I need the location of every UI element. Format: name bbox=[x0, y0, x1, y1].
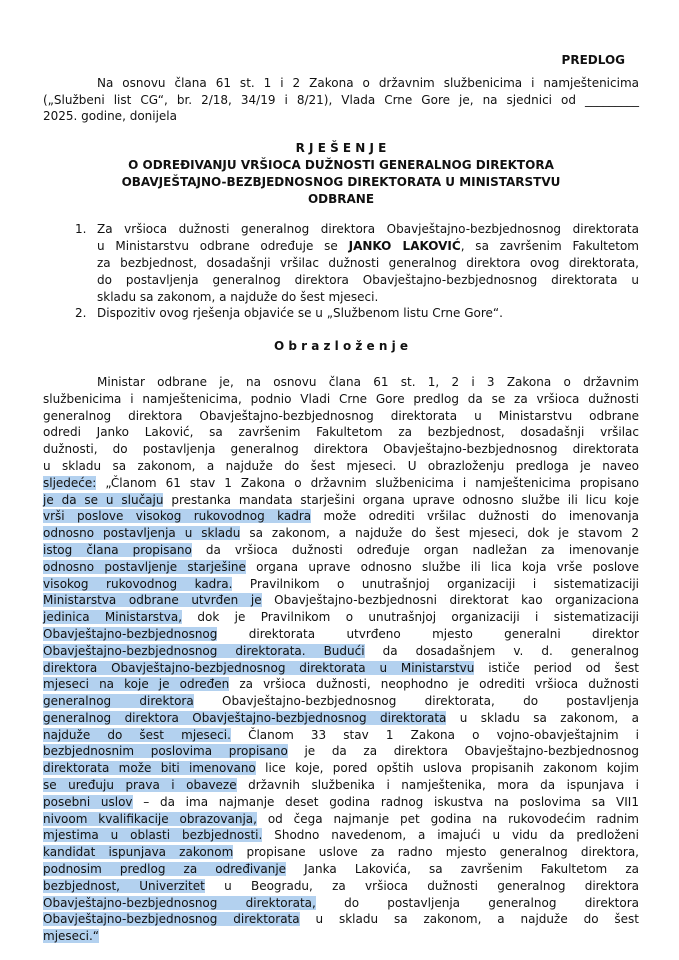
text-line bbox=[43, 693, 639, 710]
text-line bbox=[43, 777, 639, 794]
text-run: („Službeni list CG“, br. 2/18, 34/19 i 8/21), Vlada Crne Gore je, na sjednici od _________ bbox=[43, 92, 639, 107]
text-run: Ministar odbrane je, na osnovu člana 61 st. 1, 2 i 3 Zakona o državnim bbox=[97, 374, 639, 389]
highlighted-text: mjestima u oblasti bezbjednosti. bbox=[43, 828, 263, 843]
highlighted-text: najduže do šest mjeseci. bbox=[43, 727, 231, 742]
highlighted-text: odnosno postavljenje starješine bbox=[43, 559, 246, 574]
intro-paragraph bbox=[43, 75, 639, 125]
highlighted-text: istog člana propisano bbox=[43, 542, 192, 557]
text-line bbox=[43, 92, 639, 109]
text-run: u Beogradu, za vršioca dužnosti generalnog direktora bbox=[204, 878, 639, 893]
highlighted-text: je da se u slučaju bbox=[43, 492, 164, 507]
highlighted-text: Obavještajno-bezbjednosnog bbox=[43, 626, 218, 641]
text-run: sa zakonom, a najduže do šest mjeseci, dok je stavom 2 bbox=[240, 526, 639, 541]
text-line bbox=[43, 928, 639, 945]
text-line bbox=[43, 609, 639, 626]
text-run: u skladu sa zakonom, a najduže do šest mjeseci. U obrazloženju predloga je naveo bbox=[43, 458, 639, 473]
highlighted-text: mjeseci.“ bbox=[43, 929, 100, 944]
text-run: lice koje, pored opštih uslova propisanih zakonom kojim bbox=[255, 761, 639, 776]
text-line bbox=[97, 272, 639, 289]
text-line bbox=[43, 811, 639, 828]
bold-name-text: JANKO LAKOVIĆ bbox=[348, 239, 461, 254]
text-run: – da ima najmanje deset godina radnog iskustva na poslovima sa VII1 bbox=[132, 794, 639, 809]
text-run: Obavještajno-bezbjednosnog direktorata, do postavljenja bbox=[193, 694, 640, 709]
item-text bbox=[97, 305, 639, 322]
text-run: skladu sa zakonom, a najduže do šest mjeseci. bbox=[97, 289, 379, 304]
item-number: 1. bbox=[75, 222, 87, 237]
text-line bbox=[43, 559, 639, 576]
text-line bbox=[43, 408, 639, 425]
highlighted-text: Ministarstva odbrane utvrđen je bbox=[43, 593, 262, 608]
text-line bbox=[43, 525, 639, 542]
text-line bbox=[97, 289, 639, 306]
text-line bbox=[43, 458, 639, 475]
item-text bbox=[97, 221, 639, 305]
text-line bbox=[43, 108, 639, 125]
text-run: u skladu sa zakonom, a najduže do šest bbox=[299, 912, 640, 927]
text-line bbox=[43, 391, 639, 408]
text-run: u Ministarstvu odbrane određuje se bbox=[97, 239, 349, 254]
title-line: ODBRANE bbox=[307, 191, 375, 206]
text-line bbox=[43, 844, 639, 861]
text-line bbox=[43, 374, 639, 391]
text-line bbox=[43, 592, 639, 609]
text-line bbox=[43, 441, 639, 458]
text-run: u skladu sa zakonom, a bbox=[446, 710, 639, 725]
text-run: može odrediti vršilac dužnosti do imenovanja bbox=[311, 509, 639, 524]
explanation-paragraph bbox=[43, 374, 639, 945]
text-line bbox=[43, 492, 639, 509]
text-run: prestanka mandata starješini organa uprave odnosno službe ili licu koje bbox=[163, 492, 639, 507]
highlighted-text: bezbjednost, Univerzitet bbox=[43, 878, 205, 893]
highlighted-text: posebni uslov bbox=[43, 794, 133, 809]
text-line bbox=[43, 475, 639, 492]
title-line: O ODREĐIVANJU VRŠIOCA DUŽNOSTI GENERALNOG DIREKTORA bbox=[128, 157, 554, 172]
text-line bbox=[43, 878, 639, 895]
highlighted-text: generalnog direktora Obavještajno-bezbjednosnog direktorata bbox=[43, 710, 447, 725]
text-run: Shodno navedenom, a imajući u vidu da predloženi bbox=[262, 828, 639, 843]
text-run: organa uprave odnosno službe ili lica koja vrše poslove bbox=[245, 559, 639, 574]
text-run: za bezbjednost, dosadašnji vršilac dužnosti generalnog direktora ovog direktorata, bbox=[97, 255, 639, 270]
highlighted-text: vrši poslove visokog rukovodnog kadra bbox=[43, 509, 312, 524]
text-run: „Članom 61 stav 1 Zakona o državnim službenicima i namještenicima propisano bbox=[96, 475, 639, 490]
text-line bbox=[43, 643, 639, 660]
text-line bbox=[97, 238, 639, 255]
text-line bbox=[43, 760, 639, 777]
text-run: do postavljenja generalnog direktora Obavještajno-bezbjednosnog direktorata u bbox=[97, 272, 639, 287]
document-tag: PREDLOG bbox=[561, 53, 625, 67]
text-line bbox=[43, 676, 639, 693]
text-line bbox=[43, 827, 639, 844]
text-run: odredi Janko Laković, sa završenim Fakultetom za bezbjednost, dosadašnji vršilac bbox=[43, 425, 639, 440]
text-run: Dispozitiv ovog rješenja objaviće se u „Službenom listu Crne Gore“. bbox=[97, 306, 503, 321]
highlighted-text: jedinica Ministarstva, bbox=[43, 610, 183, 625]
highlighted-text: direktorata može biti imenovano bbox=[43, 761, 256, 776]
highlighted-text: nivoom kvalifikacije obrazovanja, bbox=[43, 811, 257, 826]
text-run: da dosadašnjem v. d. generalnog bbox=[364, 643, 639, 658]
text-run: generalnog direktora Obavještajno-bezbjednosnog direktorata u Ministarstvu odbrane bbox=[43, 408, 639, 423]
text-line bbox=[43, 861, 639, 878]
text-line bbox=[43, 727, 639, 744]
highlighted-text: mjeseci na koje je određen bbox=[43, 677, 230, 692]
text-line bbox=[97, 305, 639, 322]
text-line bbox=[43, 710, 639, 727]
highlighted-text: kandidat ispunjava zakonom bbox=[43, 845, 234, 860]
text-run: Na osnovu člana 61 st. 1 i 2 Zakona o državnim službenicima i namještenicima bbox=[97, 75, 639, 90]
text-run: za vršioca dužnosti, neophodno je odrediti vršioca dužnosti bbox=[229, 677, 639, 692]
text-line bbox=[43, 743, 639, 760]
text-line bbox=[43, 75, 639, 92]
title-block bbox=[43, 140, 639, 207]
text-run: Za vršioca dužnosti generalnog direktora Obavještajno-bezbjednosnog direktorata bbox=[97, 222, 639, 237]
text-run: službenicima i namještenicima, podnio Vladi Crne Gore predlog da se za vršioca dužnosti bbox=[43, 391, 639, 406]
highlighted-text: Obavještajno-bezbjednosnog direktorata bbox=[43, 912, 300, 927]
highlighted-text: podnosim predlog za određivanje bbox=[43, 862, 287, 877]
text-run: 2025. godine, donijela bbox=[43, 109, 177, 124]
decision-items bbox=[43, 221, 639, 322]
item-number: 2. bbox=[75, 306, 87, 321]
highlighted-text: generalnog direktora bbox=[43, 694, 194, 709]
decision-item bbox=[43, 305, 639, 322]
highlighted-text: bezbjednosnim poslovima propisano bbox=[43, 744, 288, 759]
text-run: do postavljenja generalnog direktora bbox=[315, 895, 639, 910]
text-line bbox=[43, 542, 639, 559]
text-line bbox=[43, 424, 639, 441]
highlighted-text: visokog rukovodnog kadra. bbox=[43, 576, 233, 591]
text-run: dok je Pravilnikom o unutrašnjoj organizaciji i sistematizaciji bbox=[182, 610, 639, 625]
highlighted-text: Obavještajno-bezbjednosnog direktorata, bbox=[43, 895, 316, 910]
text-run: ističe period od šest bbox=[474, 660, 639, 675]
text-line bbox=[43, 576, 639, 593]
text-run: od čega najmanje pet godina na rukovodećim radnim bbox=[256, 811, 639, 826]
highlighted-text: odnosno postavljenja u skladu bbox=[43, 526, 241, 541]
text-run: Članom 33 stav 1 Zakona o vojno-obavještajnim i bbox=[230, 727, 639, 742]
text-run: Obavještajno-bezbjednosni direktorat kao organizaciona bbox=[261, 593, 639, 608]
text-run: direktorata utvrđeno mjesto generalni direktor bbox=[217, 626, 639, 641]
text-run: je da za direktora Obavještajno-bezbjednosnog bbox=[287, 744, 639, 759]
highlighted-text: sljedeće: bbox=[43, 475, 97, 490]
text-line bbox=[43, 508, 639, 525]
text-run: da vršioca dužnosti određuje organ nadležan za imenovanje bbox=[191, 542, 639, 557]
text-run: Janka Lakovića, sa završenim Fakultetom za bbox=[286, 862, 639, 877]
text-run: , sa završenim Fakultetom bbox=[460, 239, 639, 254]
text-line bbox=[43, 660, 639, 677]
text-run: dužnosti, do postavljenja generalnog direktora Obavještajno-bezbjednosnog direktorata bbox=[43, 442, 639, 457]
decision-item bbox=[43, 221, 639, 305]
text-line bbox=[97, 255, 639, 272]
text-line bbox=[97, 221, 639, 238]
text-run: Pravilnikom o unutrašnjoj organizaciji i sistematizaciji bbox=[232, 576, 639, 591]
text-run: propisane uslove za radno mjesto generalnog direktora, bbox=[233, 845, 639, 860]
obrazlozenje-heading: O b r a z l o ž e n j e bbox=[273, 339, 409, 354]
text-run: državnih službenika i namještenika, mora da ispunjava i bbox=[236, 778, 639, 793]
text-line bbox=[43, 895, 639, 912]
highlighted-text: direktora Obavještajno-bezbjednosnog direktorata u Ministarstvu bbox=[43, 660, 475, 675]
title-line: OBAVJEŠTAJNO-BEZBJEDNOSNOG DIREKTORATA U MINISTARSTVU bbox=[121, 174, 561, 189]
text-line bbox=[43, 794, 639, 811]
highlighted-text: se uređuju prava i obaveze bbox=[43, 778, 237, 793]
highlighted-text: Obavještajno-bezbjednosnog direktorata. Budući bbox=[43, 643, 365, 658]
text-line bbox=[43, 911, 639, 928]
text-line bbox=[43, 626, 639, 643]
decision-heading: R J E Š E N J E bbox=[295, 141, 387, 156]
